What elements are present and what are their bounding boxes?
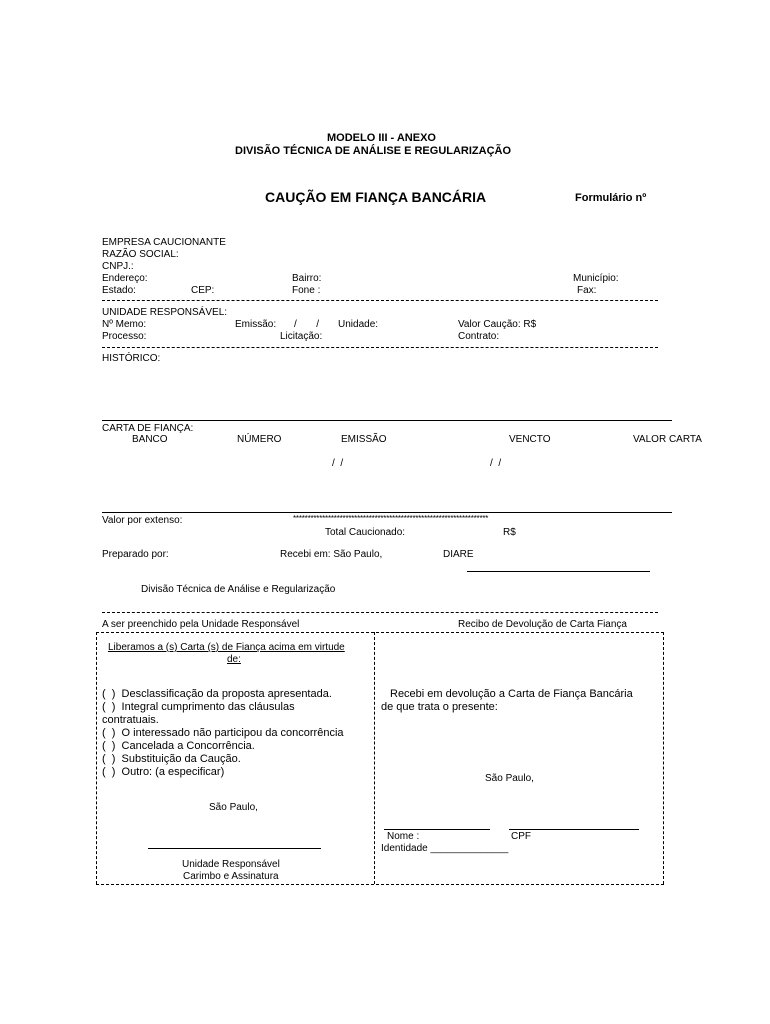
- signature-line: [148, 848, 321, 849]
- col-vencto: VENCTO: [509, 434, 551, 445]
- unidade-responsavel-label: Unidade Responsável: [182, 859, 280, 870]
- carimbo-label: Carimbo e Assinatura: [183, 871, 279, 882]
- separator: [102, 347, 658, 348]
- processo-label: Processo:: [102, 331, 147, 342]
- recebi-em-label: Recebi em: São Paulo,: [280, 549, 383, 560]
- contrato-label: Contrato:: [458, 331, 500, 342]
- recebi-devolucao-text-cont: de que trata o presente:: [381, 701, 498, 713]
- signature-line: [467, 571, 650, 572]
- bairro-label: Bairro:: [292, 273, 322, 284]
- option-outro: ( ) Outro: (a especificar): [102, 766, 225, 778]
- valor-extenso-label: Valor por extenso:: [102, 515, 183, 526]
- separator: [102, 420, 672, 421]
- estado-label: Estado:: [102, 285, 136, 296]
- option-cumprimento-cont: contratuais.: [102, 714, 159, 726]
- right-city-label: São Paulo,: [485, 773, 534, 784]
- cpf-signature-line: [509, 829, 639, 830]
- box-top-border: [96, 632, 664, 633]
- identidade-label: Identidade ______________: [381, 843, 509, 854]
- box-bottom-border: [96, 884, 664, 885]
- fax-label: Fax:: [577, 285, 597, 296]
- option-substituicao: ( ) Substituição da Caução.: [102, 753, 241, 765]
- option-desclassificacao: ( ) Desclassificação da proposta apresentada.: [102, 688, 332, 700]
- option-cumprimento: ( ) Integral cumprimento das cláusulas: [102, 701, 295, 713]
- valor-caucao-label: Valor Caução: R$: [458, 319, 537, 330]
- diare-label: DIARE: [443, 549, 474, 560]
- box-right-border: [663, 632, 664, 884]
- liberamos-text-cont: de:: [227, 654, 241, 665]
- endereco-label: Endereço:: [102, 273, 148, 284]
- unidade-heading: UNIDADE RESPONSÁVEL:: [102, 307, 228, 318]
- razao-social-label: RAZÃO SOCIAL:: [102, 249, 179, 260]
- emissao-label: Emissão:: [235, 319, 277, 330]
- right-section-heading: Recibo de Devolução de Carta Fiança: [458, 619, 627, 630]
- model-title: MODELO III - ANEXO: [327, 132, 436, 144]
- cep-label: CEP:: [191, 285, 215, 296]
- form-number-label: Formulário nº: [575, 192, 647, 204]
- option-cancelada: ( ) Cancelada a Concorrência.: [102, 740, 255, 752]
- historico-label: HISTÓRICO:: [102, 353, 161, 364]
- total-caucionado-label: Total Caucionado:: [325, 527, 406, 538]
- liberamos-text: Liberamos a (s) Carta (s) de Fiança acima em virtude: [108, 642, 345, 653]
- cnpj-label: CNPJ.:: [102, 261, 134, 272]
- municipio-label: Município:: [573, 273, 619, 284]
- total-rs-label: R$: [503, 527, 516, 538]
- left-city-label: São Paulo,: [209, 802, 258, 813]
- separator: [102, 512, 672, 513]
- col-numero: NÚMERO: [237, 434, 282, 445]
- unidade-label: Unidade:: [338, 319, 379, 330]
- page-title: CAUÇÃO EM FIANÇA BANCÁRIA: [265, 189, 487, 205]
- box-divider: [374, 632, 375, 884]
- carta-heading: CARTA DE FIANÇA:: [102, 423, 194, 434]
- emissao-date-slashes: / /: [332, 458, 344, 469]
- col-banco: BANCO: [132, 434, 168, 445]
- nome-label: Nome :: [387, 831, 420, 842]
- col-emissao: EMISSÃO: [341, 434, 387, 445]
- col-valor-carta: VALOR CARTA: [633, 434, 702, 445]
- emissao-date-slashes: / /: [294, 319, 320, 330]
- left-section-heading: A ser preenchido pela Unidade Responsável: [102, 619, 300, 630]
- divisao-label: Divisão Técnica de Análise e Regularização: [141, 584, 336, 595]
- division-title: DIVISÃO TÉCNICA DE ANÁLISE E REGULARIZAÇÃO: [235, 145, 512, 157]
- vencto-date-slashes: / /: [490, 458, 502, 469]
- fone-label: Fone :: [292, 285, 321, 296]
- separator: [102, 612, 658, 613]
- option-nao-participou: ( ) O interessado não participou da concorrência: [102, 727, 344, 739]
- box-left-border: [96, 632, 97, 884]
- cpf-label: CPF: [511, 831, 531, 842]
- licitacao-label: Licitação:: [280, 331, 323, 342]
- valor-stars: *******************************************************************: [293, 514, 489, 523]
- empresa-heading: EMPRESA CAUCIONANTE: [102, 237, 226, 248]
- memo-label: Nº Memo:: [102, 319, 147, 330]
- nome-signature-line: [384, 829, 490, 830]
- preparado-por-label: Preparado por:: [102, 549, 169, 560]
- recebi-devolucao-text: Recebi em devolução a Carta de Fiança Bancária: [390, 688, 633, 700]
- separator: [102, 300, 658, 301]
